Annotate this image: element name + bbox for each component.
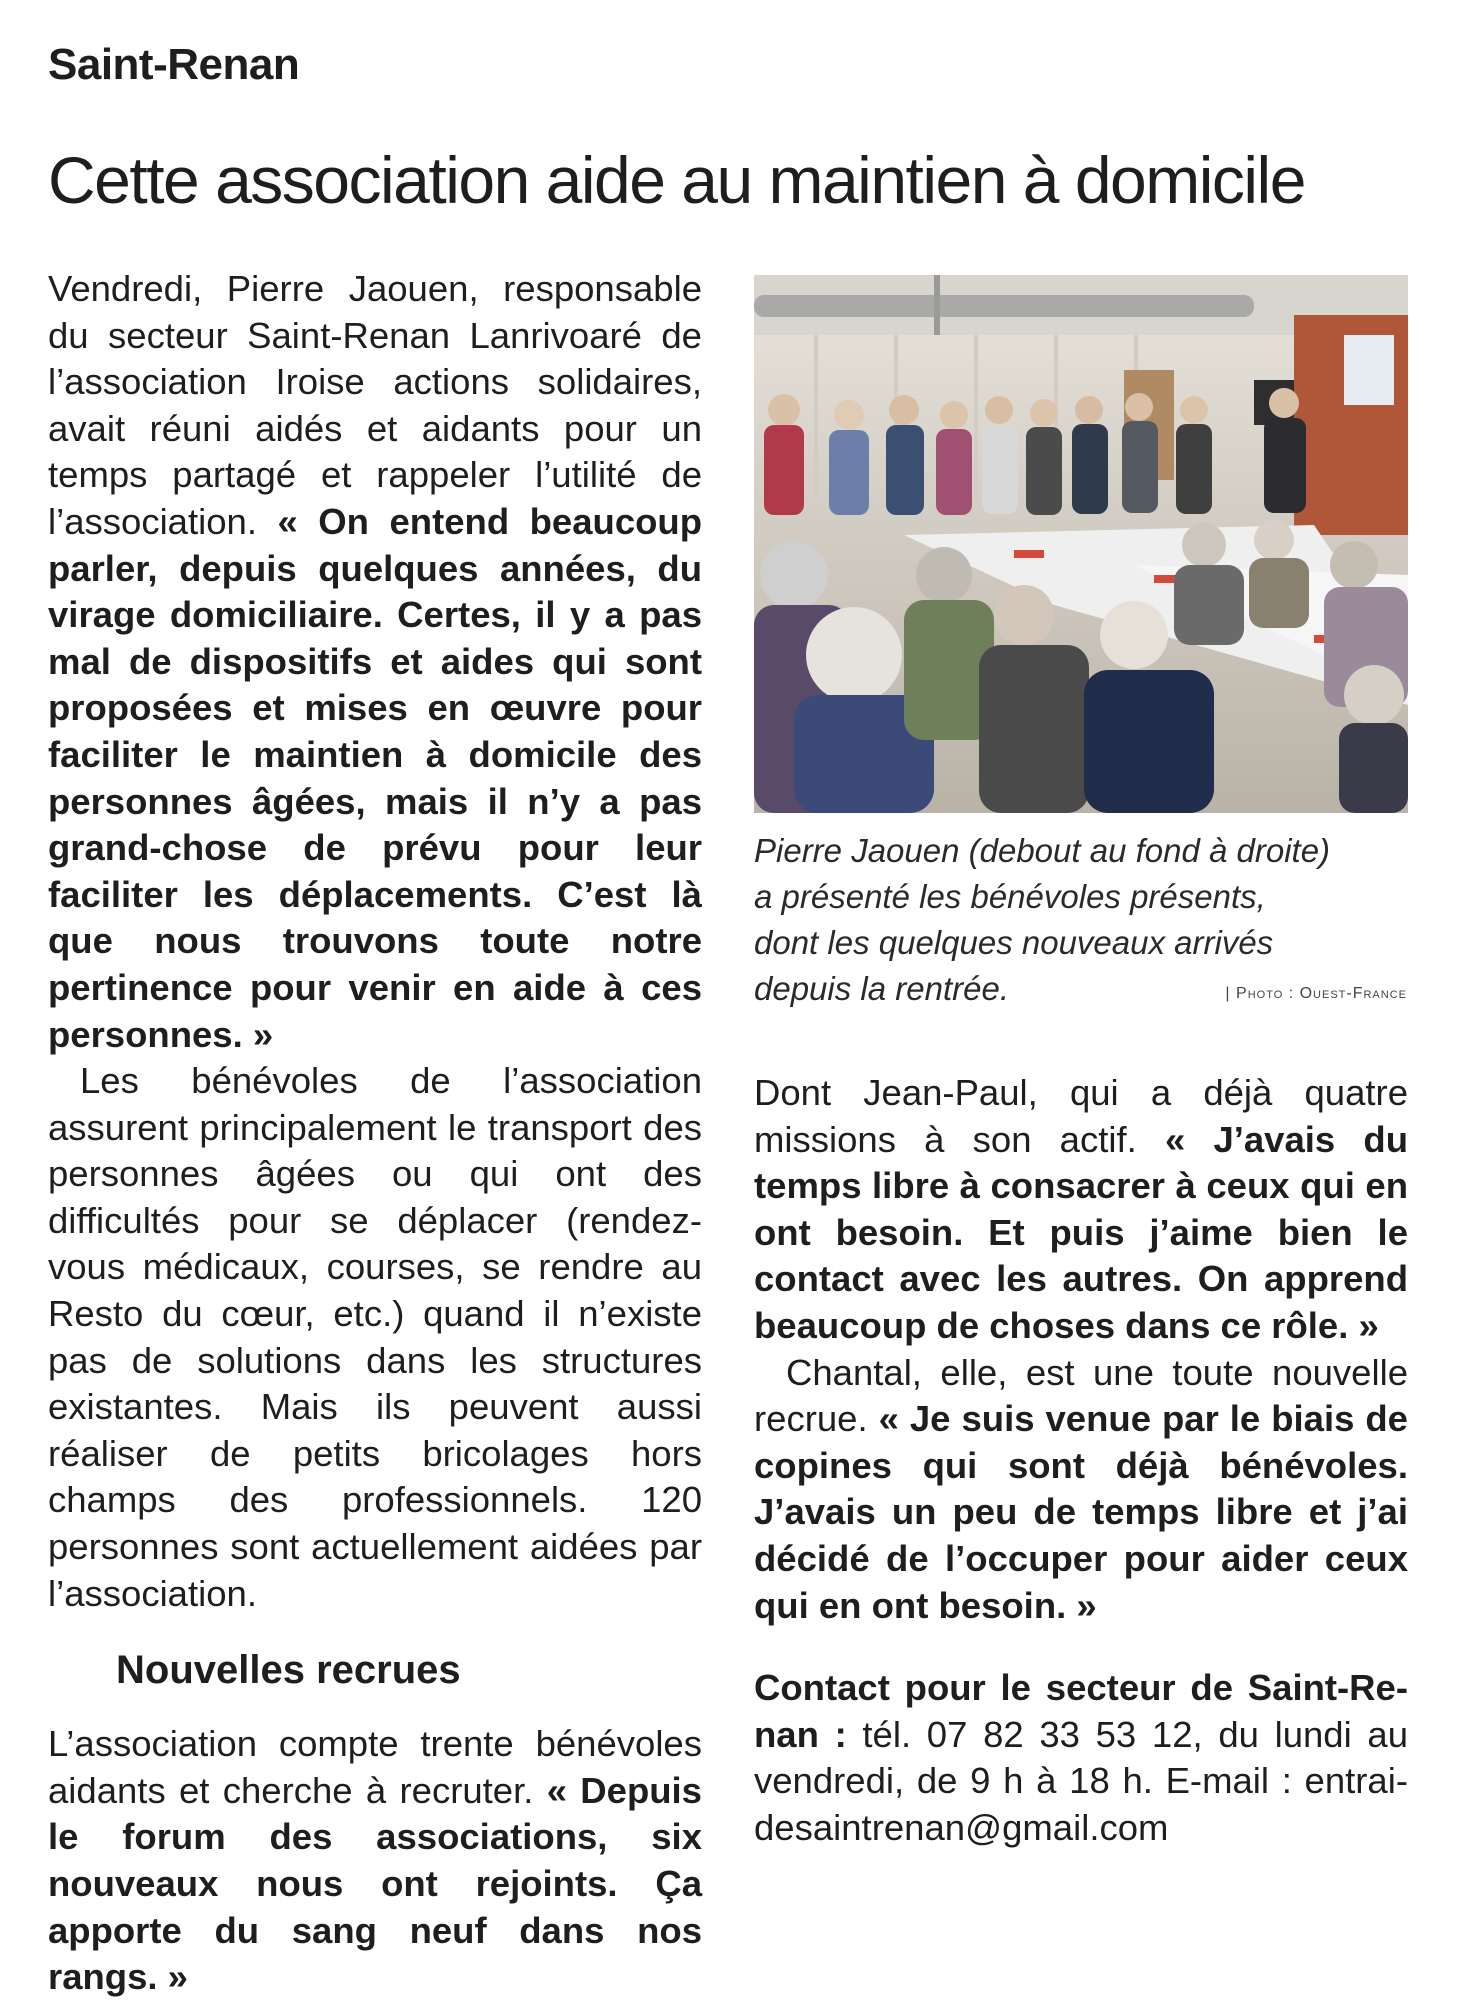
paragraph-jean-paul [754, 1070, 1408, 1350]
recruits-text: L’association compte trente bénévoles aidants et cherche à recruter. [48, 1723, 702, 1811]
caption-line: dont les quelques nouveaux arrivés [754, 924, 1274, 961]
chantal-quote: « Je suis venue par le biais de copines qui sont déjà bénévoles. J’avais un peu de temps libre et j’ai décidé de l’occuper pour aider ceux qui en ont besoin. » [754, 1398, 1408, 1626]
recruits-quote: « Depuis le forum des associations, six nouveaux nous ont rejoints. Ça apporte du sang neuf dans nos rangs. » [48, 1769, 702, 1998]
contact-label: Contact pour le secteur de Saint-Renan : [754, 1667, 1408, 1755]
chantal-text: Chantal, elle, est une toute nouvelle recrue. [754, 1351, 1408, 1440]
intro-text: Vendredi, Pierre Jaouen, responsable du secteur Saint-Renan Lanrivoaré de l’association Iroise actions solidaires, avait réuni aidés et aidants pour un temps partagé et rappeler l’utilité de l’association. [48, 268, 702, 542]
paragraph-chantal [754, 1350, 1408, 1630]
subheading: Nouvelles recrues [116, 1648, 461, 1693]
paragraph-intro [48, 266, 702, 1058]
caption-line: depuis la rentrée. [754, 970, 1009, 1007]
jean-paul-quote: « J’avais du temps libre à consacrer à ceux qui en ont besoin. Et puis j’aime bien le contact avec les autres. On apprend beaucoup de choses dans ce rôle. » [754, 1118, 1408, 1346]
article-column-right [754, 1070, 1408, 1852]
headline: Cette association aide au maintien à domicile [48, 143, 1305, 217]
intro-quote: « On entend beaucoup parler, depuis quelques années, du virage domiciliaire. Certes, il y a pas mal de dispositifs et aides qui sont proposées et mises en œuvre pour faciliter le maintien à domicile des personnes âgées, mais il n’y a pas grand-chose de prévu pour leur faciliter les déplacements. C’est là que nous trouvons toute notre pertinence pour venir en aide à ces personnes. » [48, 500, 703, 1055]
caption-line: Pierre Jaouen (debout au fond à droite) [754, 832, 1331, 869]
photo-credit: | Photo : Ouest-France [1225, 985, 1407, 1002]
caption-line: a présenté les bénévoles présents, [754, 878, 1266, 915]
jean-paul-text: Dont Jean-Paul, qui a déjà quatre missions à son actif. [754, 1072, 1408, 1160]
paragraph-volunteers: Les bénévoles de l’association assurent principalement le transport des personnes âgées ou qui ont des difficultés pour se déplacer (rendez-vous médicaux, courses, se rendre au Resto du cœur, etc.) quand il n’existe pas de solutions dans les structures existantes. Mais ils peuvent aussi réaliser de petits bricolages hors champs des professionnels. 120 personnes sont actuellement aidées par l’association. [48, 1060, 702, 1614]
event-photo [754, 275, 1408, 813]
paragraph-recruits [48, 1721, 702, 2001]
article-column-left [48, 266, 702, 2001]
paragraph-contact [754, 1665, 1408, 1851]
contact-text: tél. 07 82 33 53 12, du lundi au vendredi, de 9 h à 18 h. E-mail : entraidesaintrenan@gmail.com [754, 1713, 1408, 1848]
locality-label: Saint-Renan [48, 40, 300, 89]
